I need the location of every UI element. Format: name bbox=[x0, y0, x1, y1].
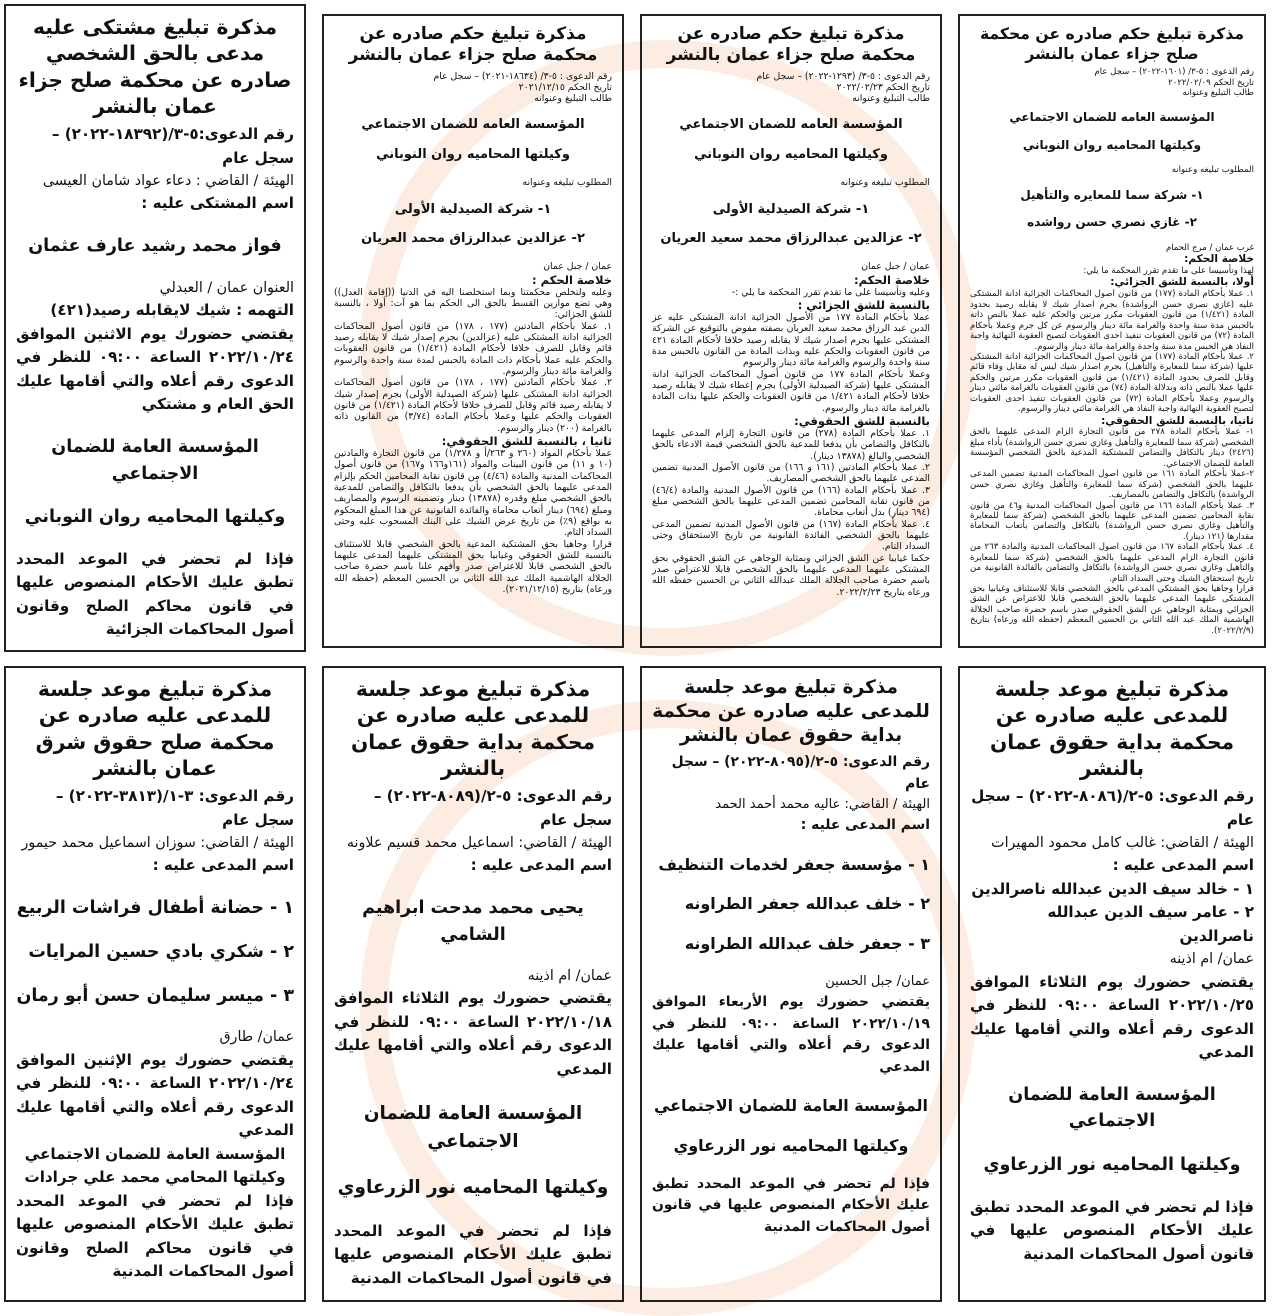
judgment-date: تاريخ الحكم ٢٠٢١/١٢/١٥ bbox=[518, 81, 612, 93]
address: عمان/ جبل الحسين bbox=[825, 974, 930, 990]
judgment-text: عملا بأحكام المادة ١٧٧ من الأصول الجزائية ادانة المشتكى عليه عز الدين عبد الرزاق محمد سعيد العريان بصفته مفوض بالتوقيع عن الشركة المشتكى عليها بجرم اصدار شيك لا يقابله رصيد خلافا لأحكام المادة ٤٢١ من قانون العقوبات والحكم عليه وبذات المادة من القانون بالحبس مدة سنة واحدة والرسوم والغرامة مائة دينار والرسوم bbox=[652, 312, 930, 369]
judgment-text: ٢. عملا بأحكام المادتين (١٧٧ ، ١٧٨) من قانون أصول المحاكمات الجزائية ادانة المشتكى عليها (شركة الصيدلية الأولى) بجرم إصدار شيك لا يقابله رصيد قائم وقابل للصرف خلافا لأحكام المادة (١/٤٢١) من قانون العقوبات والحكم عليها وعملا بأحكام المادة (٣/٧٤) من القانون ذاته بالغرامة (٢٠٠) دينار والرسوم. bbox=[334, 377, 612, 434]
notice-box-4 bbox=[958, 14, 1266, 648]
plaintiff: المؤسسة العامة للضمان الاجتماعي bbox=[363, 1102, 583, 1152]
judgment-text: ١- عملا بأحكام المادة ٢٧٨ من قانون التجارة الزام المدعى عليهما بالحق الشخصي (شركة سما للمعايرة والتأهيل وغازي نصري حسن الرواشدة) بأداء مبلغ (٢٤٢٦) دينار بالتكافل والتضامن للمشتكية المدعية بالحق الشخصي المؤسسة العامة للضمان الاجتماعي. bbox=[970, 427, 1254, 469]
accused-name: فواز محمد رشيد عارف عثمان bbox=[28, 236, 282, 257]
plaintiff: المؤسسة العامه للضمان الاجتماعي bbox=[361, 117, 585, 133]
address: غرب عمان / مرج الحمام bbox=[1165, 242, 1254, 253]
warning-text: فإذا لم تحضر في الموعد المحدد تطبق عليك الأحكام المنصوص عليها في قانون محاكم الصلح وقانون أصول المحاكمات الجزائية bbox=[16, 549, 294, 639]
judgment-text: ٣. عملا بأحكام المادة (١٦٦) من قانون الأصول المدنية والمادة (٤٦/٤) من قانون نقابة المحامين تضمين المدعى عليهما بالحق الشخصي مبلغ (٦٩٤ دينار) بدل أتعاب محاماة. bbox=[652, 484, 931, 519]
appearance-text: يقتضي حضورك يوم الثلاثاء الموافق ٢٠٢٢/١٠/٢٥ الساعة ٠٩:٠٠ للنظر في الدعوى رقم أعلاه والتي أقامها عليك المدعي bbox=[970, 972, 1254, 1062]
address: عمان/ ام اذينه bbox=[527, 968, 612, 985]
defendant-3: ٣ - جعفر خلف عبدالله الطراونه bbox=[684, 934, 930, 954]
notice-title: مذكرة تبليغ موعد جلسة للمدعى عليه صادره عن محكمة بداية حقوق عمان بالنشر bbox=[652, 677, 930, 747]
defendant-1: ١ - حضانة أطفال فراشات الربيع bbox=[16, 898, 294, 919]
judgment-text: ثانيا ، بالنسبة للشق الحقوقي: bbox=[441, 433, 612, 448]
plaintiff-agent: وكيلتها المحاميه نور الزرعاوي bbox=[673, 1136, 909, 1156]
case-number: رقم الدعوى : ٥-٣/ (١٨٦٣٤-٢٠٢١) – سجل عام bbox=[433, 70, 612, 82]
respondent-label: المطلوب تبليغه وعنوانه bbox=[1171, 165, 1254, 176]
notice-box-1 bbox=[4, 4, 306, 652]
respondent-label: المطلوب تبليغه وعنوانه bbox=[840, 177, 930, 189]
address: العنوان عمان / العبدلي bbox=[159, 280, 294, 297]
plaintiff-agent: وكيلتها المحاميه روان النوباني bbox=[1022, 137, 1202, 152]
defendant-2: ٢ - عامر سيف الدين عبدالله ناصرالدين bbox=[1047, 903, 1254, 945]
judgment-text: بالنسبة للشق الجزائي : bbox=[797, 298, 930, 313]
respondent-2: ٢- عزالدين عبدالرزاق محمد العريان bbox=[361, 231, 585, 247]
respondent-2: ٢- عزالدين عبدالرزاق محمد سعيد العريان bbox=[660, 231, 922, 247]
notice-box-7 bbox=[640, 666, 942, 1302]
warning-text: فإذا لم تحضر في الموعد المحدد تطبق عليك الأحكام المنصوص عليها في قانون أصول المحاكمات المدنية bbox=[334, 1221, 612, 1287]
judge: الهيئة / القاضي: غالب كامل محمود المهيرات bbox=[991, 835, 1254, 852]
judgment-text: ٤. عملا بأحكام المادة ١٦٧ من قانون اصول المحاكمات المدنية والمادة ٢٦٣ من قانون التجارة الزام المدعى عليهما بالحق الشخصي (شركة سما للمعايرة والتأهيل وغازي نصري حسن الرواشدة) بالتكافل والتضامن بالفائدة القانونية من تاريخ استحقاق الشيك وحتى السداد التام. bbox=[970, 542, 1254, 584]
defendant-3: ٣ - ميسر سليمان حسن أبو رمان bbox=[16, 985, 294, 1006]
address: عمان/ طارق bbox=[219, 1029, 294, 1046]
judgment-text: قرارا وجاهيا بحق المشتكي المدعي بالحق الشخصي قابلا للاستئناف وغيابيا بحق المشتكى عليهما المدعى عليهما بالحق الشخصي قابلا للاعتراض عن الشق الجزائي وبمثابة الوجاهي عن الشق الحقوقي صدر باسم حضرة صاحب الجلالة الهاشمية الملك عبد الله الثاني بن الحسين المعظم (حفظه الله ورعاه) بتاريخ (٢٠٢٢/٢/٩). bbox=[970, 584, 1254, 636]
defendant-label: اسم المدعى عليه : bbox=[1112, 856, 1254, 875]
defendant-label: اسم المدعى عليه : bbox=[470, 856, 612, 875]
defendant-1: ١ - مؤسسة جعفر لخدمات التنظيف bbox=[658, 854, 930, 874]
warning-text: فإذا لم تحضر في الموعد المحدد تطبق عليك الأحكام المنصوص عليها في قانون محاكم الصلح وقانون أصول المحاكمات المدنية bbox=[16, 1191, 294, 1281]
respondent-label: المطلوب تبليغه وعنوانه bbox=[522, 177, 612, 189]
judgment-text: ١. عملا بأحكام المادتين (١٧٧ ، ١٧٨) من قانون أصول المحاكمات الجزائية ادانة المشتكى عليه (عزالدين) بجرم إصدار شيك لا يقابله رصيد قائم وقابل للصرف خلافا لأحكام المادة (١/٤٢١) من قانون العقوبات والحكم عليه عملا بأحكام ذات المادة بالحبس لمدة سنة واحدة والرسوم والغرامة مائة دينار والرسوم. bbox=[334, 320, 612, 378]
judgment-date: تاريخ الحكم ٢٠٢٢/٠٢/٠٩ bbox=[1168, 77, 1254, 88]
judge: الهيئة / القاضي: عاليه محمد أحمد الحمد bbox=[715, 796, 930, 812]
judge: الهيئة / القاضي : دعاء عواد شامان العيسى bbox=[42, 173, 294, 190]
judgment-text: ٢-عملا بأحكام المادة ١٦١ من قانون اصول المحاكمات المدنية تضمين المدعى عليهما بالحق الشخصي (شركة سما للمعايرة والتأهيل وغازي نصري حسن الرواشدة) بالتكافل والتضامن بالمصاريف. bbox=[970, 469, 1254, 501]
plaintiff: المؤسسة العامه للضمان الاجتماعي bbox=[679, 117, 903, 133]
defendant-2: ٢ - خلف عبدالله جعفر الطراونه bbox=[684, 894, 930, 914]
judgment-text: ٤. عملا بأحكام المادة (١٦٧) من قانون الأصول المدنية تضمين المدعى عليهما بالحق الشخصي الفائدة القانونية من تاريخ الاستحقاق وحتى السداد التام. bbox=[652, 518, 930, 553]
requester-label: طالب التبليغ وعنوانه bbox=[1182, 87, 1254, 98]
judgment-text: قرارا وجاهيا بحق المشتكية المدعية بالحق الشخصي قابلا للاستئناف بالنسبة للشق الحقوقي وغيابيا بحق المشتكى عليهما المدعى عليهما بالحق الشخصي قابلا للاعتراض صدر وأفهم علنا باسم حضرة صاحب الجلالة الهاشمية الملك عبد الله الثاني بن الحسين المعظم (حفظه الله ورعاه) بتاريخ (٢٠٢١/١٢/١٥). bbox=[334, 538, 612, 595]
judgment-text: ٢. عملا بأحكام المادتين (١٦١ و ١٦٦) من قانون الأصول المدنية تضمين المدعى عليهما بالحق الشخصي المصاريف. bbox=[652, 462, 930, 485]
plaintiff: المؤسسة العامة للضمان الاجتماعي bbox=[24, 1144, 286, 1163]
notice-title: مذكرة تبليغ موعد جلسة للمدعى عليه صادره عن محكمة بداية حقوق عمان بالنشر bbox=[350, 677, 596, 780]
case-number: رقم الدعوى : ٥-٣/ (١٢٩٣-٢٠٢٢) – سجل عام bbox=[756, 70, 930, 82]
respondent-1: ١- شركة الصيدلية الأولى bbox=[712, 201, 870, 217]
requester-label: طالب التبليغ وعنوانه bbox=[534, 93, 612, 105]
warning-text: فإذا لم تحضر في الموعد المحدد تطبق عليك الأحكام المنصوص عليها في قانون أصول المحاكمات المدنية bbox=[652, 1175, 930, 1235]
summary-label: خلاصة الحكم : bbox=[532, 272, 612, 287]
judgment-text: ٢. عملا بأحكام المادة (١٧٧) من قانون اصول المحاكمات الجزائية ادانة المشتكى عليها (شركة سما للمعايرة والتأهيل) بجرم اصدار شيك ليس له مقابل وفاء قائم وقابل للصرف بحدود المادة (١/٤٢١) من قانون العقوبات مكرر مرتين والحكم عليها عملا بالنص ذاته وبدلالة المادة (٧٤) من قانون العقوبات بالغرامة مائتي دينار والرسوم وعملا بأحكام المادة (٧٢) من قانون العقوبات تنفيذ احدى العقوبات لتصبح العقوبة النهائية واجبة النفاذ هي الغرامة مائتي دينار والرسوم. bbox=[970, 351, 1255, 415]
address: عمان / جبل عمان bbox=[543, 261, 612, 273]
warning-text: فإذا لم تحضر في الموعد المحدد تطبق عليك الأحكام المنصوص عليها في قانون أصول المحاكمات المدنية bbox=[970, 1197, 1254, 1263]
notice-title: مذكرة تبليغ حكم صادره عن محكمة صلح جزاء عمان بالنشر bbox=[666, 24, 916, 66]
address: عمان / جبل عمان bbox=[861, 261, 930, 273]
judgment-text: حكما غيابيا عن الشق الجزائي وبمثابة الوجاهي عن الشق الحقوقي بحق المشتكى عليهما المدعى عليهما بالحق الشخصي قابلا للاعتراض صدر باسم حضرة صاحب الجلالة الملك عبدالله الثاني بن الحسين حفظه الله ورعاه بتاريخ ٢٠٢٢/٢/٢٣. bbox=[652, 552, 930, 598]
respondent-1: ١- شركة الصيدلية الأولى bbox=[394, 201, 552, 217]
summary-label: خلاصة الحكم: bbox=[854, 272, 930, 287]
plaintiff-agent: وكيلتها المحاميه روان النوباني bbox=[24, 507, 286, 528]
plaintiff: المؤسسة العامة للضمان الاجتماعي bbox=[1008, 1085, 1216, 1132]
notice-box-3 bbox=[640, 14, 942, 648]
plaintiff-agent: وكيلتها المحاميه روان النوباني bbox=[376, 147, 570, 163]
requester-label: طالب التبليغ وعنوانه bbox=[852, 93, 930, 105]
case-number: رقم الدعوى: ٥-٢/(٨٠٨٦-٢٠٢٢) – سجل عام bbox=[971, 787, 1254, 829]
plaintiff-agent: وكيلتها المحاميه روان النوباني bbox=[694, 147, 888, 163]
defendant-1: ١ - خالد سيف الدين عبدالله ناصرالدين bbox=[971, 879, 1254, 898]
respondent-2: ٢- غازي نصري حسن رواشده bbox=[1027, 215, 1197, 230]
judge: الهيئة / القاضي: اسماعيل محمد قسيم علاونه bbox=[346, 835, 612, 852]
plaintiff-agent: وكيلتها المحامي محمد علي جرادات bbox=[24, 1168, 286, 1187]
notice-title: مذكرة تبليغ مشتكى عليه مدعى بالحق الشخصي صادره عن محكمة صلح جزاء عمان بالنشر bbox=[18, 15, 292, 118]
appearance-text: يقتضي حضورك يوم الاثنين الموافق ٢٠٢٢/١٠/٢٤ الساعة ٠٩:٠٠ للنظر في الدعوى رقم أعلاه والتي أقامها عليك الحق العام و مشتكي bbox=[16, 324, 294, 414]
notice-box-2 bbox=[322, 14, 624, 648]
case-number: رقم الدعوى: ٥-٢/(٨٠٩٥-٢٠٢٢) – سجل عام bbox=[671, 754, 930, 792]
case-number: رقم الدعوى: ٣-١/(٣٨١٣-٢٠٢٢) – سجل عام bbox=[55, 787, 294, 829]
plaintiff-agent: وكيلتها المحاميه نور الزرعاوي bbox=[337, 1176, 609, 1198]
judge: الهيئة / القاضي: سوزان اسماعيل محمد حيمور bbox=[21, 835, 294, 852]
judgment-text: عملا بأحكام المواد (٢٦٠ و ٢٦٣/أ و ١/٢٧٨) من قانون التجارة والمادتين (١٠ و ١١) من قانون البينات والمواد (١٦١و١٦٦ و١٦٧) من قانون أصول المحاكمات المدنية والمادة (٤/٤٦) من قانون نقابة المحامين الحكم بإلزام المدعى عليهما بالحق الشخصي بأن يدفعا بالتكافل والتضامن للمدعية بالحق الشخصي مبلغ وقدره (١٣٨٧٨) دينار وتضمينه الرسوم والمصاريف ومبلغ (٦٩٤) دينار أتعاب محاماة والفائدة القانونية عن هذا المبلغ المحكوم به بواقع (٩٪) من تاريخ عرض الشيك على البنك المسحوب عليه وحتى السداد التام. bbox=[334, 448, 612, 539]
appearance-text: يقتضي حضورك يوم الثلاثاء الموافق ٢٠٢٢/١٠/١٨ الساعة ٠٩:٠٠ للنظر في الدعوى رقم أعلاه والتي أقامها عليك المدعي bbox=[334, 989, 612, 1078]
judgment-text: لهذا وتأسيسا على ما تقدم تقرر المحكمة ما يلي: bbox=[1083, 266, 1254, 277]
judgment-date: تاريخ الحكم ٢٠٢٢/٠٢/٢٣ bbox=[836, 81, 930, 93]
plaintiff-agent: وكيلتها المحاميه نور الزرعاوي bbox=[983, 1155, 1241, 1176]
judgment-text: وعليه ولتخلص محكمتنا وبما استخلصنا اليه في الدنيا ((إقامة العدل)) وهي تضع موازين القسط بالحق الى الحكم بما هو آت: أولا ، بالنسبة للشق الجزائي: bbox=[334, 286, 612, 321]
plaintiff: المؤسسة العامه للضمان الاجتماعي bbox=[1009, 110, 1215, 125]
judgment-text: بالنسبة للشق الحقوقي: bbox=[794, 414, 930, 429]
defendant-label: اسم المدعى عليه : bbox=[152, 856, 294, 875]
accused-label: اسم المشتكى عليه : bbox=[141, 194, 294, 213]
notice-title: مذكرة تبليغ حكم صادره عن محكمة صلح جزاء عمان بالنشر bbox=[348, 24, 598, 66]
case-number: رقم الدعوى : ٥-٣/ (١٦٠١-٢٠٢٢) – سجل عام bbox=[1094, 67, 1254, 78]
notice-box-5 bbox=[4, 666, 306, 1302]
judgment-text: وعليه وتأسيسا على ما تقدم تقرر المحكمة ما يلي :- bbox=[731, 286, 930, 298]
appearance-text: يقتضي حضورك يوم الأربعاء الموافق ٢٠٢٢/١٠/١٩ الساعة ٠٩:٠٠ للنظر في الدعوى رقم أعلاه والتي أقامها عليك المدعي bbox=[652, 994, 930, 1075]
summary-label: خلاصة الحكم: bbox=[1184, 253, 1254, 266]
notice-title: مذكرة تبليغ حكم صادره عن محكمة صلح جزاء عمان بالنشر bbox=[979, 24, 1245, 63]
defendant-2: ٢ - شكري بادي حسين المرايات bbox=[28, 942, 294, 963]
notice-title: مذكرة تبليغ موعد جلسة للمدعى عليه صادره عن محكمة صلح حقوق شرق عمان بالنشر bbox=[35, 677, 275, 780]
plaintiff: المؤسسة العامة للضمان الاجتماعي bbox=[51, 437, 259, 484]
judgment-text: ١. عملا بأحكام المادة (٢٧٨) من قانون التجارة إلزام المدعى عليهما بالتكافل والتضامن بأن يدفعا للمدعية بالحق الشخصي قيمة الادعاء بالحق الشخصي والبالغ (١٣٨٧٨ دينار). bbox=[652, 428, 930, 462]
respondent-1: ١- شركة سما للمعايره والتأهيل bbox=[1020, 187, 1204, 202]
judgment-text: ٣. عملا بأحكام المادة ١٦٦ من قانون أصول المحاكمات المدنية و٤٦ من قانون نقابة المحامين تضمين المدعى عليهما بالحق الشخصي (شركة سما للمعايرة والتأهيل وغازي نصري حسن الرواشدة) بالتكافل والتضامن بأتعاب المحاماة مقدارها (١٢١ دينار). bbox=[970, 500, 1254, 542]
address: عمان/ ام اذينه bbox=[1169, 951, 1254, 968]
judgment-text: أولا، بالنسبة للشق الجزائي: bbox=[1110, 276, 1254, 289]
defendant-label: اسم المدعى عليه : bbox=[800, 817, 930, 834]
case-number: رقم الدعوى:٥-٣/(١٨٣٩٢-٢٠٢٢) – سجل عام bbox=[51, 125, 294, 167]
case-number: رقم الدعوى: ٥-٢/(٨٠٨٩-٢٠٢٢) – سجل عام bbox=[373, 787, 612, 829]
judgment-text: وعملا بأحكام المادة ١٧٧ من قانون أصول المحاكمات الجزائية ادانة المشتكى عليها (شركة الصيدلية الأولى) بجرم إعطاء شيك لا يقابله رصيد خلافا لأحكام المادة ١/٤٢١ من قانون العقوبات والحكم عليها بذات المادة بالغرامة مائة دينار والرسوم. bbox=[652, 368, 931, 414]
notice-title: مذكرة تبليغ موعد جلسة للمدعى عليه صادره عن محكمة بداية حقوق عمان بالنشر bbox=[989, 677, 1235, 780]
notice-box-8 bbox=[958, 666, 1266, 1302]
charge: التهمه : شيك لايقابله رصيد(٤٢١) bbox=[50, 301, 294, 320]
judgment-text: ١. عملا بأحكام المادة (١٧٧) من قانون اصول المحاكمات الجزائية ادانة المشتكى عليه (غازي نصري حسن الرواشدة) بجرم اصدار شيك لا يقابله رصيد بحدود المادة (١/٤٢١) من قانون العقوبات مكرر مرتين والحكم عليه عملا بالنص ذاته بالحبس مدة سنة واحدة والغرامة مائة دينار والرسوم عن كل جرم وعملا بأحكام المادة (٧٢) من قانون العقوبات تنفيذ احدى العقوبات لتصبح العقوبة النهائية واجبة النفاذ هي الحبس مدة سنة واحدة والغرامة مائة دينار والرسوم. bbox=[970, 289, 1255, 352]
plaintiff: المؤسسة العامة للضمان الاجتماعي bbox=[653, 1096, 929, 1116]
appearance-text: يقتضي حضورك يوم الإثنين الموافق ٢٠٢٢/١٠/٢٤ الساعة ٠٩:٠٠ للنظر في الدعوى رقم أعلاه والتي أقامها عليك المدعي bbox=[16, 1050, 294, 1140]
defendant-1: يحيى محمد مدحت ابراهيم الشامي bbox=[362, 898, 584, 945]
notice-box-6 bbox=[322, 666, 624, 1302]
judgment-text: ثانيا، بالنسبة للشق الحقوقي: bbox=[1101, 414, 1254, 427]
